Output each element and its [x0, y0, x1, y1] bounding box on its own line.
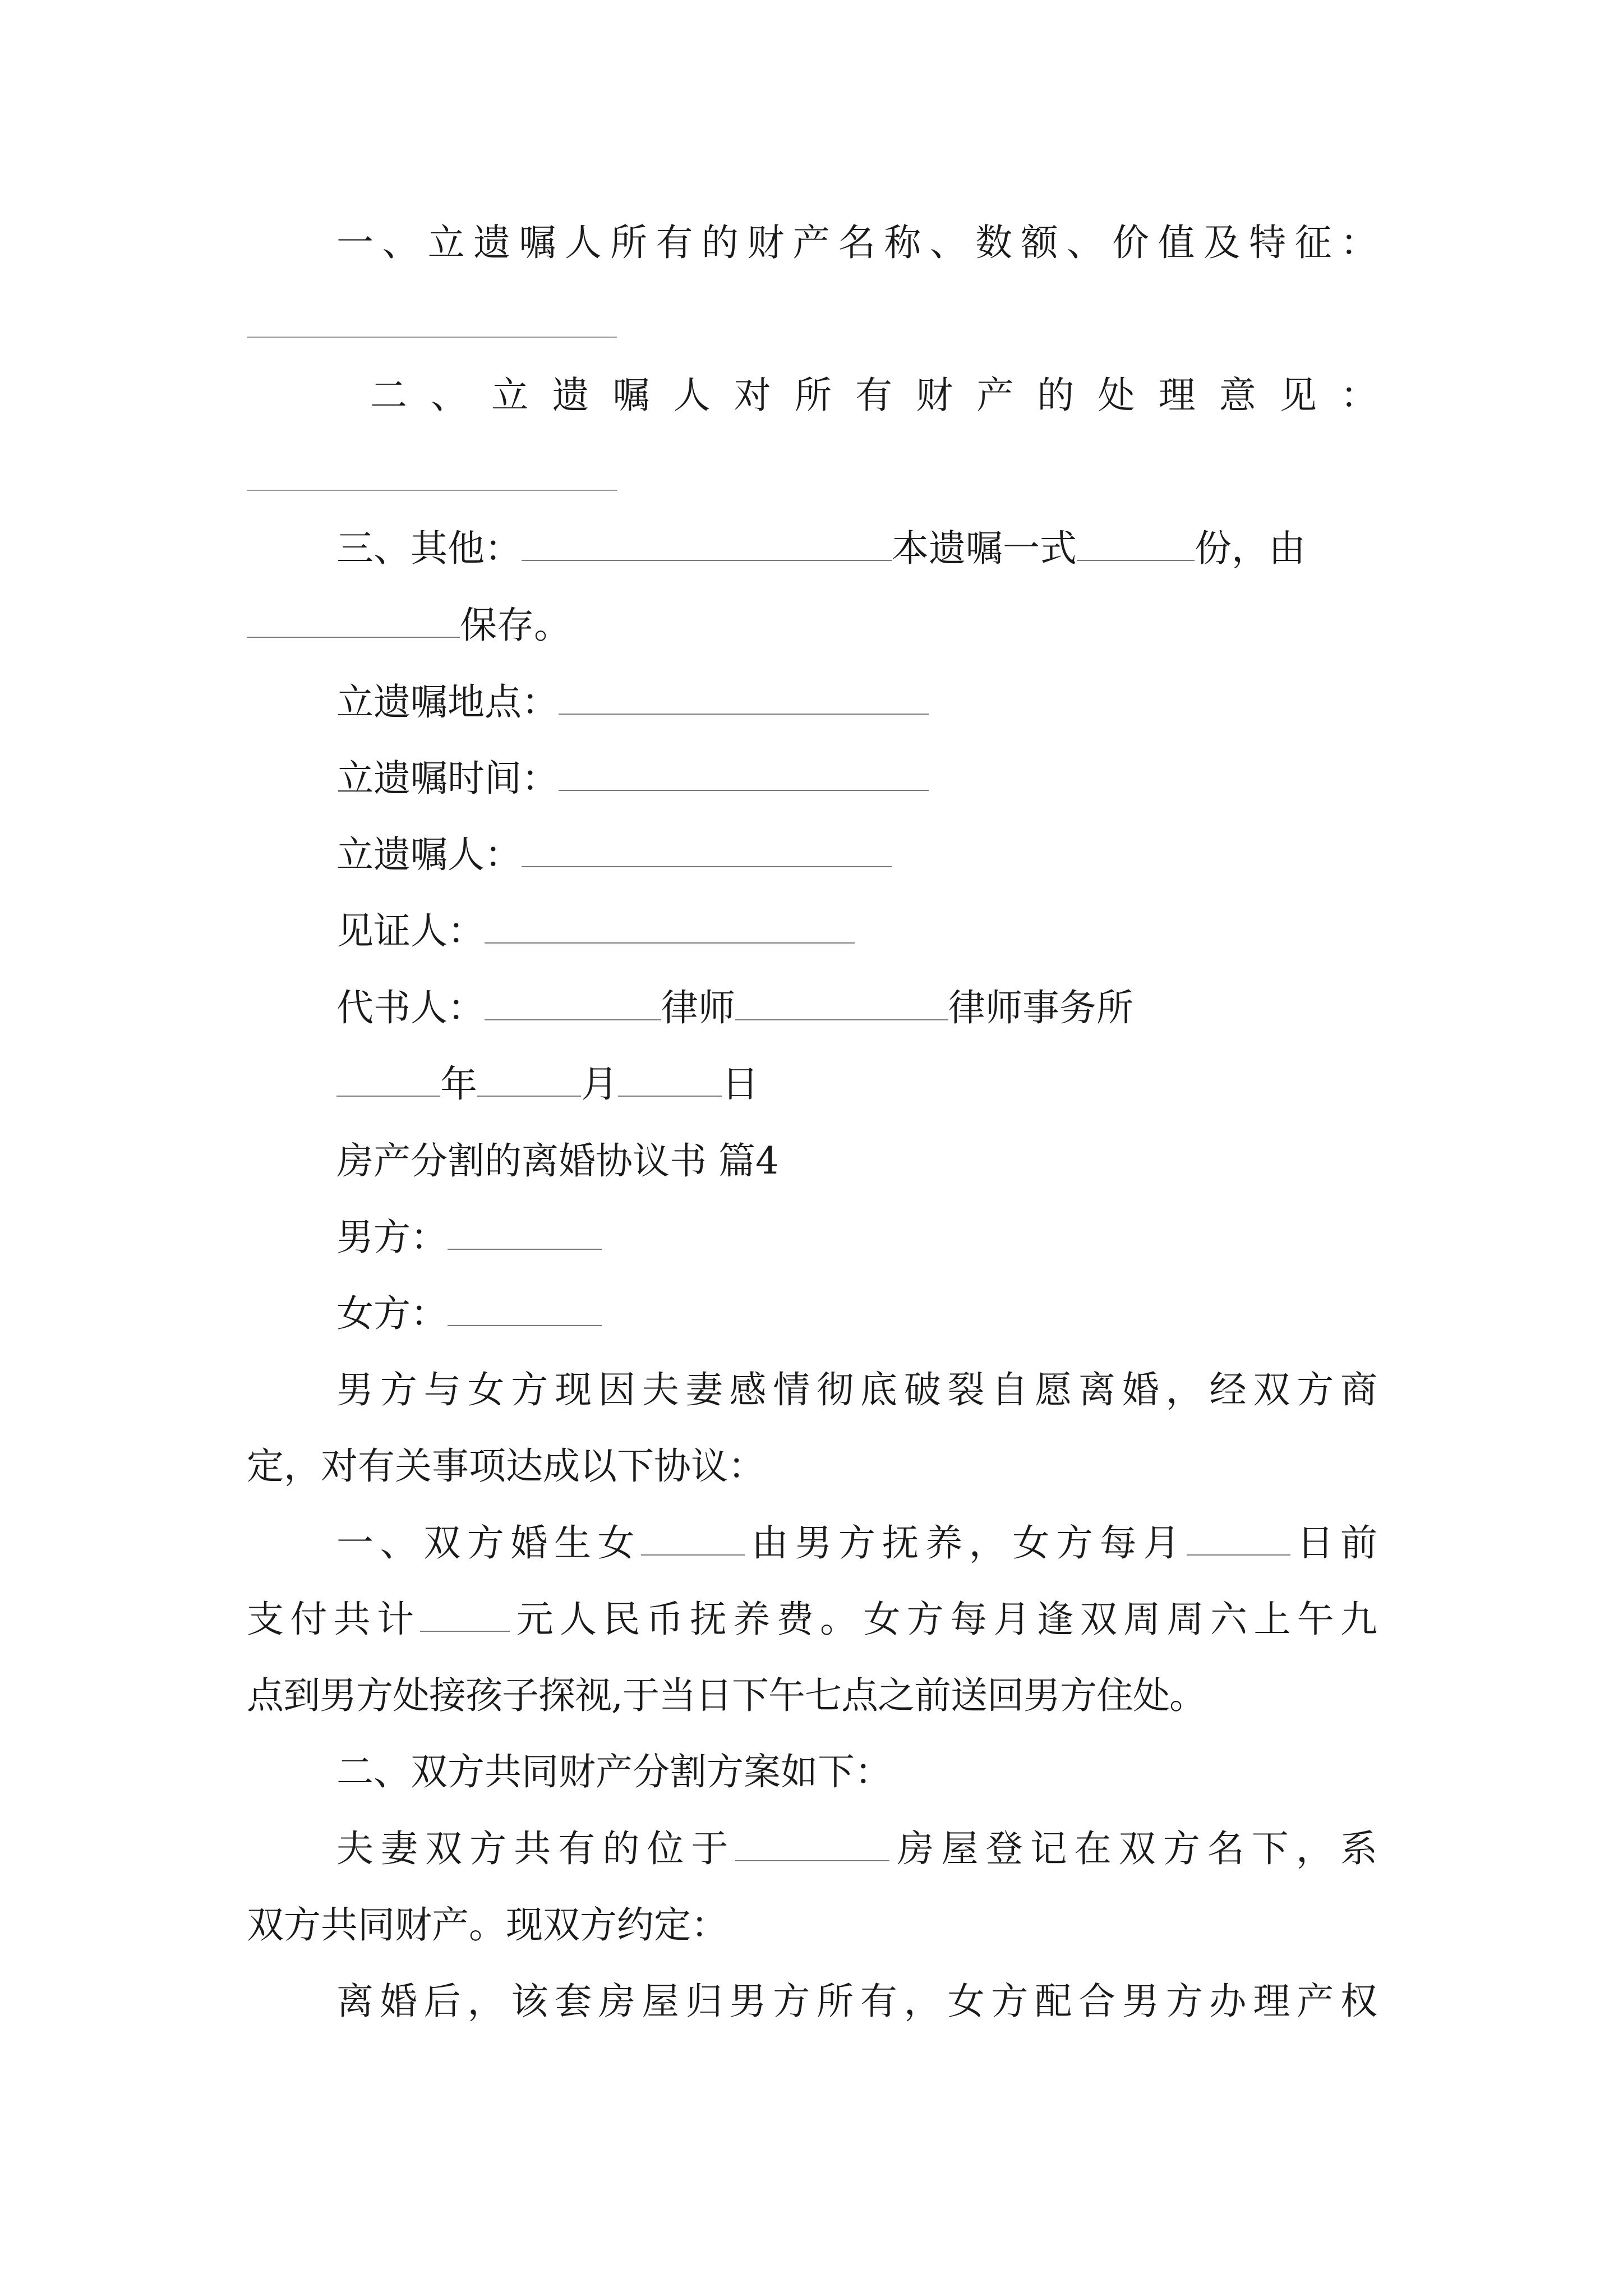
- blank-other: [522, 528, 892, 561]
- will-item-3: [336, 526, 1306, 571]
- blank-copies: [1077, 528, 1195, 561]
- witness-label: 见证人：: [336, 909, 485, 953]
- clause-1-line-2: [247, 1597, 1377, 1642]
- will-witness: [336, 909, 855, 954]
- blank-month: [477, 1064, 581, 1097]
- agreement-heading: 房产分割的离婚协议书 篇4: [336, 1139, 779, 1182]
- clause-2-registered-label: 房屋登记在双方名下，系: [889, 1827, 1378, 1870]
- lawyer-label: 律师: [661, 986, 735, 1029]
- blank-amount: [420, 1599, 510, 1632]
- will-place: [336, 680, 929, 725]
- blank-daughter: [641, 1523, 745, 1556]
- clause-1-total-label: 支付共计: [247, 1598, 421, 1641]
- agreement-intro-1: 男方与女方现因夫妻感情彻底破裂自愿离婚，经双方商: [336, 1368, 1377, 1411]
- blank-lawyer: [485, 988, 661, 1020]
- will-date: [336, 1062, 759, 1107]
- month-label: 月: [581, 1062, 618, 1106]
- blank-man: [448, 1217, 602, 1250]
- will-testator: [336, 832, 892, 877]
- copies-label: 本遗嘱一式: [892, 527, 1077, 570]
- agreement-woman: [336, 1291, 602, 1336]
- blank-keeper: [247, 605, 460, 638]
- clause-1-daughter-label: 一、双方婚生女: [336, 1521, 642, 1565]
- blank-house-location: [735, 1829, 889, 1861]
- agreement-man: [336, 1215, 602, 1260]
- clause-2-line-1: [336, 1826, 1377, 1871]
- blank-law-firm: [735, 988, 948, 1020]
- keep-label: 保存。: [460, 604, 571, 647]
- blank-line-item-2: [247, 490, 617, 491]
- agreement-intro-2: 定，对有关事项达成以下协议：: [247, 1444, 765, 1488]
- woman-label: 女方：: [336, 1292, 448, 1335]
- blank-line-item-1: [247, 337, 617, 338]
- blank-time: [559, 758, 929, 791]
- clause-1-visit-label: 元人民币抚养费。女方每月逢双周周六上午九: [510, 1598, 1378, 1641]
- item-3-label: 三、其他：: [336, 527, 522, 570]
- will-item-2: 二、立遗嘱人对所有财产的处理意见：: [370, 374, 1377, 417]
- man-label: 男方：: [336, 1216, 448, 1259]
- testator-label: 立遗嘱人：: [336, 833, 522, 876]
- will-item-1: 一、立遗嘱人所有的财产名称、数额、价值及特征：: [336, 221, 1377, 264]
- blank-testator: [522, 835, 892, 867]
- law-firm-label: 律师事务所: [948, 986, 1133, 1029]
- clause-1-support-label: 由男方抚养，女方每月: [745, 1521, 1187, 1565]
- blank-day: [618, 1064, 722, 1097]
- day-label: 日: [722, 1062, 759, 1106]
- clause-2-line-3: 离婚后，该套房屋归男方所有，女方配合男方办理产权: [336, 1980, 1377, 2023]
- clause-2-located-label: 夫妻双方共有的位于: [336, 1827, 736, 1870]
- blank-witness: [485, 911, 855, 944]
- clause-2-title: 二、双方共同财产分割方案如下：: [336, 1750, 892, 1793]
- year-label: 年: [440, 1062, 477, 1106]
- will-item-3-cont: [247, 603, 571, 648]
- blank-pay-day: [1187, 1523, 1290, 1556]
- blank-year: [336, 1064, 440, 1097]
- clause-1-line-3: 点到男方处接孩子探视,于当日下午七点之前送回男方住处。: [247, 1674, 1206, 1717]
- place-label: 立遗嘱地点：: [336, 680, 559, 724]
- kept-by-label: 份，由: [1195, 527, 1306, 570]
- time-label: 立遗嘱时间：: [336, 757, 559, 800]
- blank-woman: [448, 1294, 602, 1326]
- clause-1-line-1: [336, 1521, 1377, 1566]
- clause-2-line-2: 双方共同财产。现双方约定：: [247, 1903, 728, 1947]
- blank-place: [559, 682, 929, 715]
- clause-1-before-label: 日前: [1290, 1521, 1378, 1565]
- will-time: [336, 756, 929, 801]
- agent-label: 代书人：: [336, 986, 485, 1029]
- will-agent: [336, 986, 1133, 1030]
